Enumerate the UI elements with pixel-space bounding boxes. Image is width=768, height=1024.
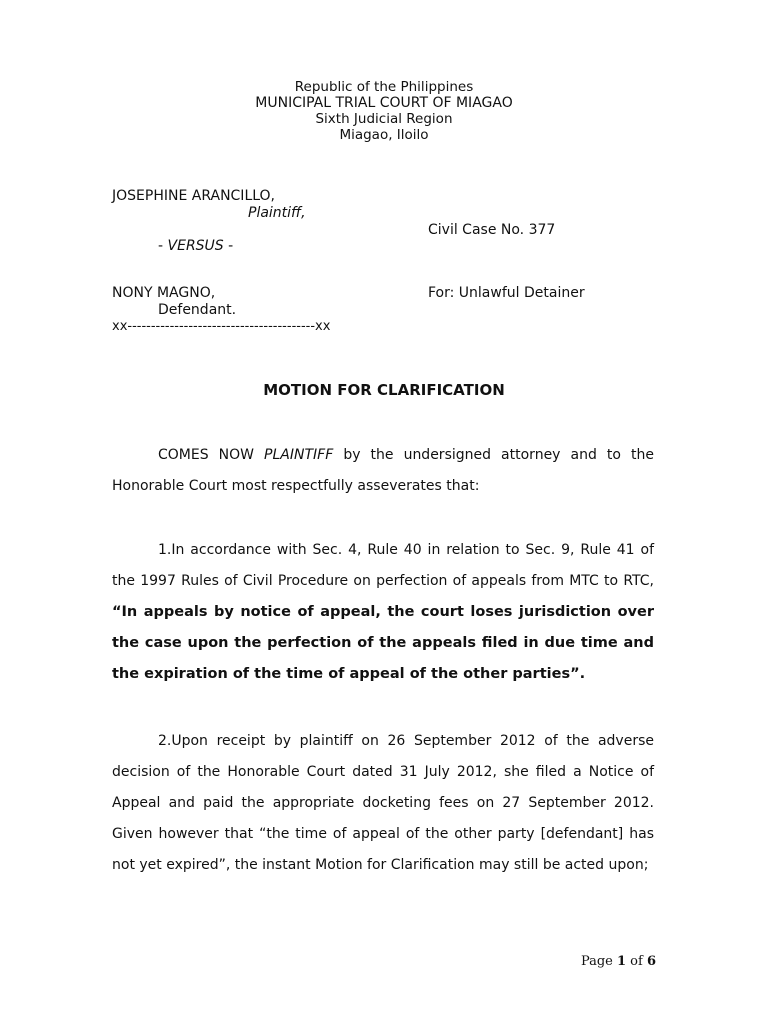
- case-nature: For: Unlawful Detainer: [428, 285, 585, 301]
- document-title: MOTION FOR CLARIFICATION: [263, 381, 505, 399]
- caption-separator: xx----------------------------------------xx: [112, 319, 331, 334]
- plaintiff-role: Plaintiff,: [248, 205, 306, 221]
- versus-label: - VERSUS -: [158, 238, 234, 254]
- plaintiff-name: JOSEPHINE ARANCILLO,: [112, 188, 276, 204]
- page-number: Page 1 of 6: [580, 954, 656, 969]
- header-court-name: MUNICIPAL TRIAL COURT OF MIAGAO: [255, 95, 513, 111]
- rule-quote: “In appeals by notice of appeal, the court loses jurisdiction over the case upon the perfection of the appeals filed in due time and the expiration of the time of appeal of the other parties”.: [112, 604, 654, 682]
- plaintiff-emphasis: PLAINTIFF: [264, 447, 334, 463]
- intro-paragraph: COMES NOW PLAINTIFF by the undersigned attorney and to the Honorable Court most respectfully asseverates that:: [112, 447, 654, 494]
- header-location: Miagao, Iloilo: [339, 127, 429, 143]
- header-region: Sixth Judicial Region: [315, 111, 453, 127]
- civil-case-number: Civil Case No. 377: [428, 222, 556, 238]
- defendant-role: Defendant.: [158, 302, 237, 318]
- paragraph-1: 1.In accordance with Sec. 4, Rule 40 in relation to Sec. 9, Rule 41 of the 1997 Rules of Civil Procedure on perfection of appeals from MTC to RTC, “In appeals by notice of appeal, the court loses jurisdiction over the case upon the perfection of the appeals filed in due time and the expiration of the time of appeal of the other parties”.: [112, 542, 654, 682]
- paragraph-2: 2.Upon receipt by plaintiff on 26 September 2012 of the adverse decision of the Honorable Court dated 31 July 2012, she filed a Notice of Appeal and paid the appropriate docketing fees on 27 September 2012. Given however that “the time of appeal of the other party [defendant] has not yet expired”, the instant Motion for Clarification may still be acted upon;: [112, 733, 654, 873]
- header-republic: Republic of the Philippines: [294, 79, 474, 95]
- defendant-name: NONY MAGNO,: [112, 285, 216, 301]
